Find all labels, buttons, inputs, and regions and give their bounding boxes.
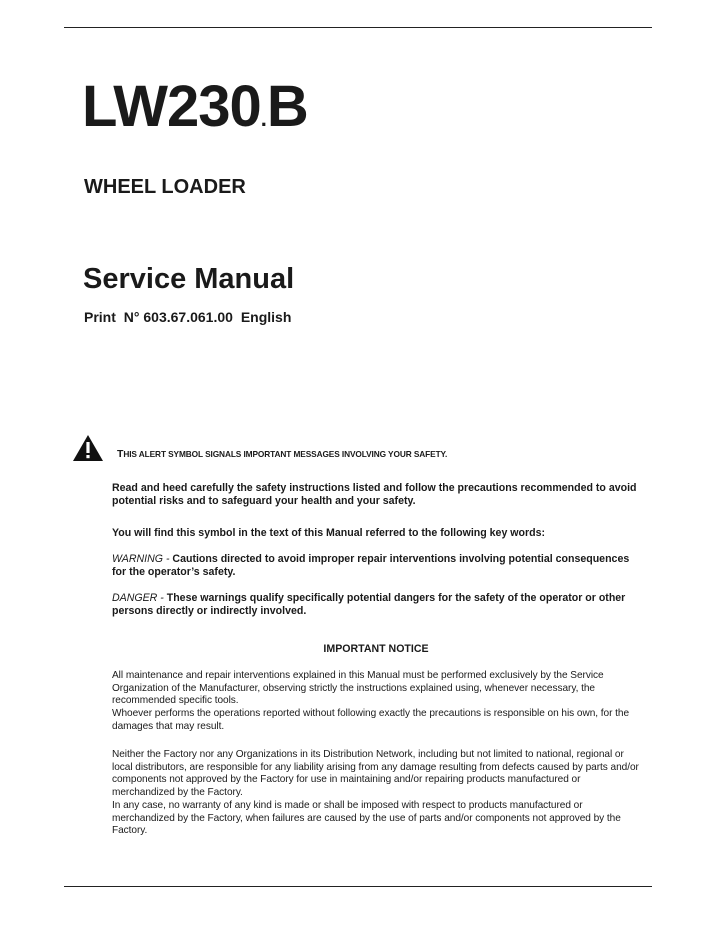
print-label: Print — [84, 309, 116, 325]
keywords-intro: You will find this symbol in the text of this Manual referred to the following key words: — [112, 527, 546, 539]
notice-paragraph: In any case, no warranty of any kind is made or shall be imposed with respect to products manufactured or merchandized by the Factory, when failures are caused by the use of parts and/or components not approved by the Factory. — [112, 799, 621, 837]
danger-label: DANGER - — [112, 592, 164, 604]
manual-title: Service Manual — [83, 263, 295, 295]
notice-paragraph: Whoever performs the operations reported without following exactly the precautions is responsible on his own, for the damages that may result. — [112, 708, 630, 732]
print-language: English — [240, 309, 292, 325]
alert-message — [117, 448, 447, 460]
important-notice-heading: IMPORTANT NOTICE — [323, 643, 429, 655]
alert-text: HIS ALERT SYMBOL SIGNALS IMPORTANT MESSAGES INVOLVING YOUR SAFETY. — [123, 449, 448, 459]
warning-text: Cautions directed to avoid improper repair interventions involving potential consequences for the operator’s safety. — [112, 553, 630, 578]
warning-definition — [112, 553, 640, 579]
model-main: LW230 — [82, 74, 261, 139]
notice-body-2 — [112, 749, 640, 838]
notice-paragraph: All maintenance and repair interventions explained in this Manual must be performed exclusively by the Service Organization of the Manufacturer, observing strictly the instructions explained using, whenever necessary, the recommended specific tools. — [112, 670, 604, 707]
notice-paragraph: Neither the Factory nor any Organizations in its Distribution Network, including but not limited to national, regional or local distributors, are responsible for any liability arising from any damage resulting from defects caused by parts and/or components not approved by the Factory for use in maintaining and/or repairing products manufactured or merchandized by the Factory. — [112, 749, 639, 799]
top-rule — [64, 27, 652, 28]
danger-text: These warnings qualify specifically potential dangers for the safety of the operator or other persons directly or indirectly involved. — [112, 592, 626, 617]
print-number-line — [84, 309, 295, 325]
safety-intro: Read and heed carefully the safety instructions listed and follow the precautions recommended to avoid potential risks and to safeguard your health and your safety. — [112, 482, 637, 507]
bottom-rule — [64, 886, 652, 887]
machine-type: WHEEL LOADER — [84, 176, 246, 198]
warning-label: WARNING - — [112, 553, 170, 565]
model-dot: . — [260, 106, 267, 131]
print-number: N° 603.67.061.00 — [123, 309, 233, 325]
model-suffix: B — [266, 74, 308, 139]
warning-triangle-icon — [72, 434, 104, 462]
danger-definition — [112, 592, 640, 618]
alert-first-letter: T — [117, 448, 124, 460]
model-title — [82, 74, 308, 139]
notice-body-1 — [112, 670, 640, 734]
